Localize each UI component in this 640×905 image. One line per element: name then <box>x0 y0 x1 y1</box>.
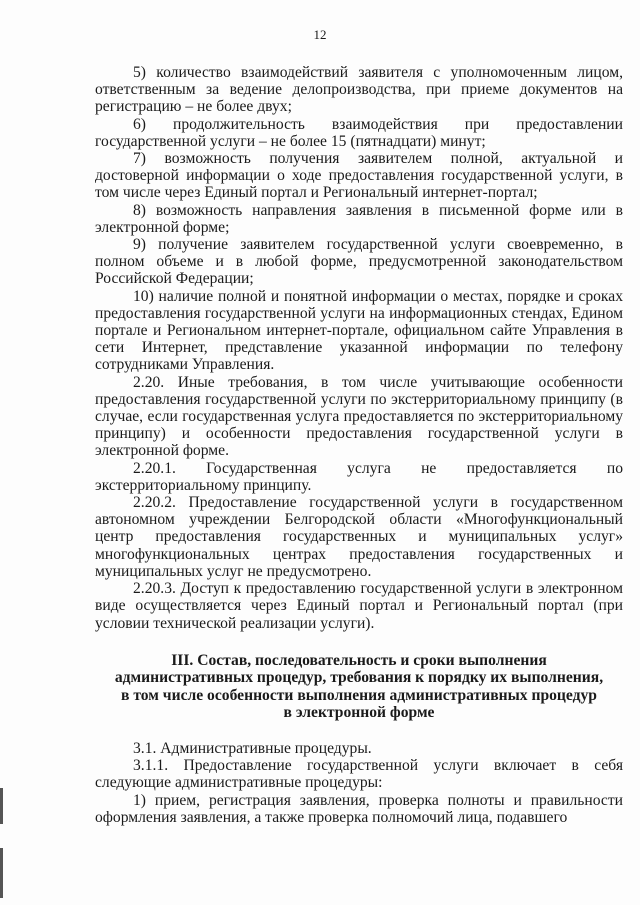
section-heading-line: III. Состав, последовательность и сроки выполнения <box>171 651 547 669</box>
section-heading-line: в том числе особенности выполнения административных процедур <box>121 686 597 704</box>
paragraph: 7) возможность получения заявителем полной, актуальной и достоверной информации о ходе предоставления государственной услуги, в том числе через Единый портал и Региональный интернет-портал; <box>95 150 623 202</box>
paragraph: 2.20.1. Государственная услуга не предоставляется по экстерриториальному принципу. <box>95 459 623 494</box>
section-heading <box>95 652 623 722</box>
paragraph: 2.20. Иные требования, в том числе учитывающие особенности предоставления государственной услуги по экстерриториальному принципу (в случае, если государственная услуга предоставляется по экстерриториальному принципу) и особенности предоставления государственной услуги в электронной форме. <box>95 373 623 460</box>
paragraph: 3.1.1. Предоставление государственной услуги включает в себя следующие административные процедуры: <box>95 757 623 792</box>
paragraph: 10) наличие полной и понятной информации о местах, порядке и сроках предоставления государственной услуги на информационных стендах, Едином портале и Региональном интернет-портале, официальном сайте Управления в сети Интернет, представление указанной информации по телефону сотрудниками Управления. <box>95 287 623 374</box>
paragraph: 6) продолжительность взаимодействия при предоставлении государственной услуги – не более 15 (пятнадцати) минут; <box>95 115 623 150</box>
page-number: 12 <box>313 27 327 42</box>
scan-edge-mark <box>0 788 3 824</box>
paragraph: 2.20.3. Доступ к предоставлению государственной услуги в электронном виде осуществляется через Единый портал и Региональный портал (при условии технической реализации услуги). <box>95 580 623 632</box>
paragraph: 5) количество взаимодействий заявителя с уполномоченным лицом, ответственным за ведение делопроизводства, при приеме документов на регистрацию – не более двух; <box>95 64 623 116</box>
scan-edge-mark <box>0 848 3 898</box>
section-heading-line: в электронной форме <box>283 704 435 722</box>
paragraph: 3.1. Административные процедуры. <box>133 740 372 758</box>
paragraph: 9) получение заявителем государственной услуги своевременно, в полном объеме и в любой форме, предусмотренной законодательством Российской Федерации; <box>95 236 623 288</box>
document-body <box>95 64 623 826</box>
paragraph: 8) возможность направления заявления в письменной форме или в электронной форме; <box>95 201 623 236</box>
section-heading-line: административных процедур, требования к порядку их выполнения, <box>114 669 604 687</box>
paragraph: 1) прием, регистрация заявления, проверка полноты и правильности оформления заявления, а также проверка полномочий лица, подавшего <box>95 791 623 826</box>
paragraph: 2.20.2. Предоставление государственной услуги в государственном автономном учреждении Белгородской области «Многофункциональный центр предоставления государственных и муниципальных услуг» многофункциональных центрах предоставления государственных и муниципальных услуг не предусмотрено. <box>95 494 623 580</box>
